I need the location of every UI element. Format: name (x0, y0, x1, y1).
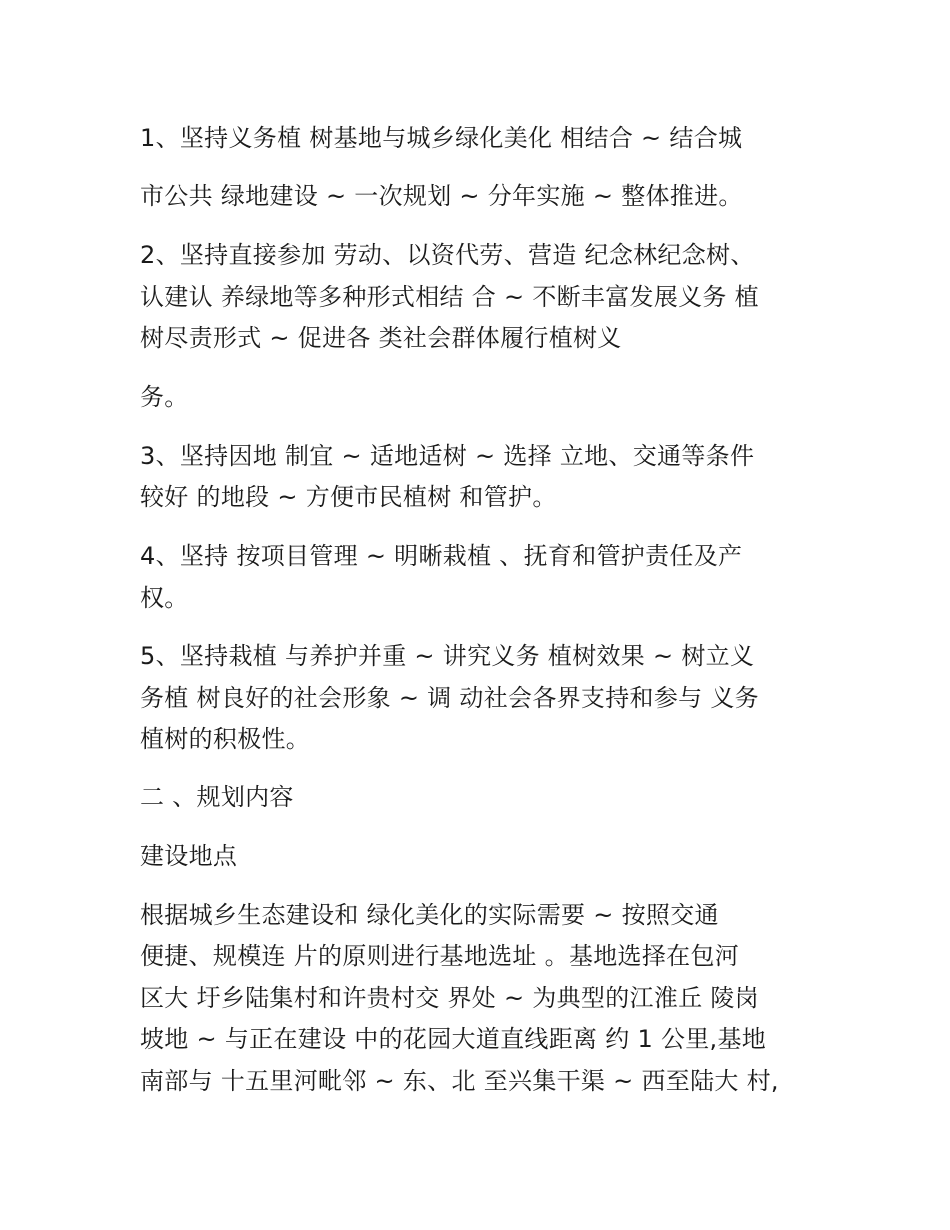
text-line: 便捷、规模连 片的原则进行基地选址 。基地选择在包河 (140, 942, 740, 970)
text-line: 认建认 养绿地等多种形式相结 合 ~ 不断丰富发展义务 植 (140, 283, 759, 311)
text-line: 较好 的地段 ~ 方便市民植树 和管护。 (140, 483, 557, 511)
text-line: 南部与 十五里河毗邻 ~ 东、北 至兴集干渠 ~ 西至陆大 村, (140, 1067, 779, 1095)
text-line: 5、坚持栽植 与养护并重 ~ 讲究义务 植树效果 ~ 树立义 (140, 642, 755, 670)
text-line: 3、坚持因地 制宜 ~ 适地适树 ~ 选择 立地、交通等条件 (140, 442, 755, 470)
subsection-heading: 建设地点 (140, 842, 238, 870)
text-line: 权。 (140, 584, 189, 612)
text-line: 根据城乡生态建设和 绿化美化的实际需要 ~ 按照交通 (140, 901, 719, 929)
text-line: 2、坚持直接参加 劳动、以资代劳、营造 纪念林纪念树、 (140, 241, 755, 269)
section-heading: 二 、规划内容 (140, 783, 294, 811)
text-line: 植树的积极性。 (140, 725, 311, 753)
text-line: 坡地 ~ 与正在建设 中的花园大道直线距离 约 1 公里,基地 (140, 1025, 767, 1053)
text-line: 1、坚持义务植 树基地与城乡绿化美化 相结合 ~ 结合城 (140, 124, 743, 152)
text-line: 4、坚持 按项目管理 ~ 明晰栽植 、抚育和管护责任及产 (140, 542, 743, 570)
text-line: 务。 (140, 383, 189, 411)
text-line: 务植 树良好的社会形象 ~ 调 动社会各界支持和参与 义务 (140, 684, 759, 712)
text-line: 市公共 绿地建设 ~ 一次规划 ~ 分年实施 ~ 整体推进。 (140, 182, 743, 210)
text-line: 区大 圩乡陆集村和许贵村交 界处 ~ 为典型的江淮丘 陵岗 (140, 984, 759, 1012)
text-line: 树尽责形式 ~ 促进各 类社会群体履行植树义 (140, 324, 622, 352)
